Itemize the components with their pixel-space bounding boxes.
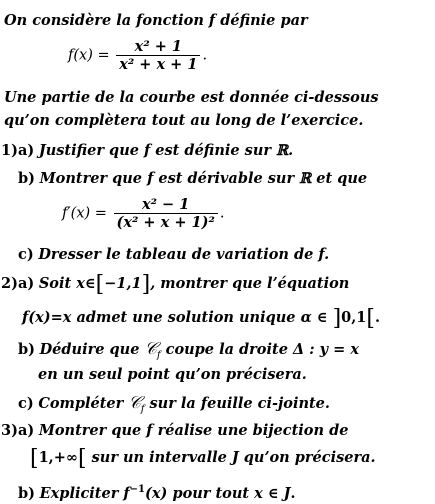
intro-line-1 (4, 12, 308, 30)
question-number: b) (18, 341, 35, 358)
derivative-formula (62, 196, 224, 231)
question-2a-line-2 (22, 306, 381, 331)
period: . (202, 47, 208, 64)
curve-subscript: f (140, 403, 145, 415)
equals-sign: = (92, 47, 115, 64)
bracket-close: [ (366, 306, 375, 331)
alpha-condition: α ∈ (300, 309, 333, 326)
interval: 0,1 (341, 309, 367, 326)
question-text: Dresser le tableau de variation de f. (38, 246, 330, 263)
function-name: f (208, 12, 216, 29)
equation: f(x)=x (22, 309, 72, 326)
inverse-argument: (x) (145, 484, 168, 502)
question-text: Compléter (38, 395, 129, 412)
curve-symbol: 𝒞 (144, 339, 157, 359)
bracket-close: ] (141, 272, 151, 297)
line-equation: Δ : y = x (292, 341, 359, 358)
question-text-mid: pour tout (167, 484, 255, 502)
question-1b (18, 170, 367, 188)
question-3b (18, 481, 296, 503)
question-number: 2)a) (1, 275, 35, 292)
fraction-numerator: x² − 1 (142, 196, 190, 213)
question-2b (18, 340, 359, 365)
period: . (290, 484, 296, 502)
question-text-end: , montrer que l’équation (150, 275, 350, 292)
question-2c (18, 394, 330, 419)
question-2b-line-2: en un seul point qu’on précisera. (38, 366, 307, 383)
question-1a (1, 142, 293, 160)
question-text: Soit (38, 275, 77, 292)
question-number: b) (18, 484, 35, 502)
question-text: admet une solution unique (71, 309, 301, 326)
bracket-close: [ (77, 446, 87, 471)
question-text: Montrer que f réalise une bijection de (38, 422, 349, 439)
question-text-end: coupe la droite (160, 341, 293, 358)
intro-text-end: définie par (215, 12, 308, 29)
question-text: Déduire que (39, 341, 145, 358)
question-text: Expliciter (39, 484, 124, 502)
question-3a (1, 422, 348, 440)
curve-subscript: f (156, 349, 161, 361)
question-number: b) (18, 170, 35, 187)
question-text: Montrer que f est dérivable sur ℝ et que (39, 170, 368, 187)
bracket-open: [ (30, 446, 39, 471)
period: . (219, 205, 225, 222)
question-number: 3)a) (1, 422, 35, 439)
fraction-denominator: (x² + x + 1)² (114, 213, 218, 231)
question-1c (18, 246, 329, 264)
question-text-end: sur la feuille ci-jointe. (144, 395, 330, 412)
bracket-open: [ (95, 272, 105, 297)
interval: 1,+∞ (38, 449, 78, 466)
question-number: c) (18, 246, 34, 263)
inverse-function: f (123, 484, 130, 502)
period: . (374, 309, 381, 326)
inverse-exponent: −1 (129, 484, 146, 495)
variable-x: x (76, 275, 85, 292)
definition-formula (68, 38, 207, 73)
fpx-label: f′(x) (62, 205, 91, 222)
element-of: ∈ (84, 275, 96, 292)
fx-label: f(x) (68, 47, 93, 64)
domain-condition: x ∈ J (254, 484, 291, 502)
question-text: sur un intervalle J qu’on précisera. (86, 449, 376, 466)
fraction (114, 196, 218, 231)
intro-line-2: Une partie de la courbe est donnée ci-dessous (4, 89, 379, 106)
question-text: Justifier que f est définie sur ℝ. (38, 142, 294, 159)
question-3a-line-2 (30, 446, 376, 471)
curve-symbol: 𝒞 (128, 393, 141, 413)
equals-sign: = (90, 205, 112, 222)
fraction-numerator: x² + 1 (134, 38, 183, 55)
fraction (116, 38, 200, 73)
fraction-denominator: x² + x + 1 (116, 55, 200, 73)
question-number: 1)a) (1, 142, 35, 159)
question-number: c) (18, 395, 34, 412)
question-2a (1, 272, 350, 297)
intro-text: On considère la fonction (4, 12, 209, 29)
interval: −1,1 (104, 275, 142, 292)
bracket-open: ] (332, 306, 342, 331)
intro-line-3: qu’on complètera tout au long de l’exercice. (4, 112, 364, 129)
